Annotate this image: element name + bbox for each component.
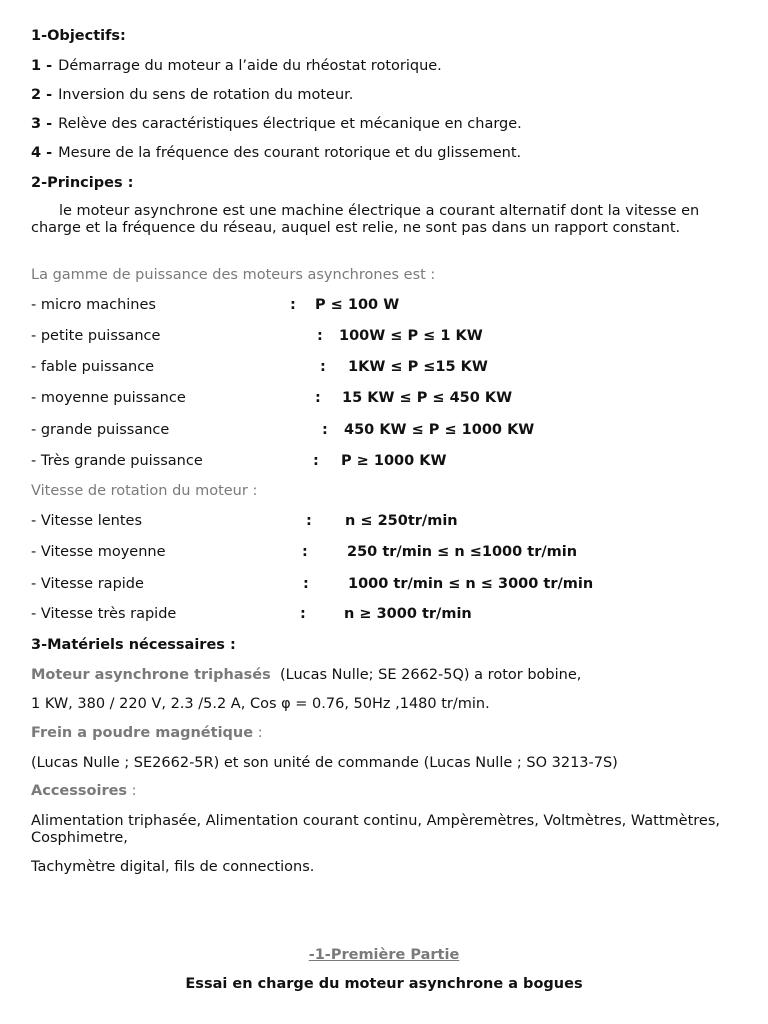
- accessoires-text: Alimentation triphasée, Alimentation courant continu, Ampèremètres, Voltmètres, Wattmètres, Cosphimetre,: [31, 813, 720, 846]
- vitesse-value: n ≥ 3000 tr/min: [344, 606, 472, 622]
- principes-paragraph: le moteur asynchrone est une machine électrique a courant alternatif dont la vitesse en charge et la fréquence du réseau, auquel est relie, ne sont pas dans un rapport constant.: [31, 203, 700, 236]
- colon: :: [317, 328, 323, 344]
- objectif-text: Mesure de la fréquence des courant rotorique et du glissement.: [58, 145, 522, 161]
- materiels-heading: 3-Matériels nécessaires :: [31, 637, 236, 653]
- puissance-value: P ≥ 1000 KW: [341, 453, 447, 469]
- vitesse-row: [31, 544, 731, 564]
- frein-title: Frein a poudre magnétique: [31, 725, 254, 741]
- puissance-value: P ≤ 100 W: [315, 297, 400, 313]
- vitesse-label: - Vitesse lentes: [31, 513, 143, 529]
- puissance-intro: La gamme de puissance des moteurs asynchrones est :: [31, 267, 436, 283]
- puissance-row: [31, 390, 731, 410]
- colon: :: [315, 390, 321, 406]
- puissance-row: [31, 453, 731, 473]
- objectif-item: [31, 116, 522, 132]
- vitesse-value: 250 tr/min ≤ n ≤1000 tr/min: [347, 544, 578, 560]
- colon: :: [320, 359, 326, 375]
- colon: :: [302, 544, 308, 560]
- puissance-label: - petite puissance: [31, 328, 161, 344]
- puissance-label: - grande puissance: [31, 422, 170, 438]
- puissance-row: [31, 422, 731, 442]
- objectif-item: [31, 58, 442, 74]
- partie-subtitle: Essai en charge du moteur asynchrone a bogues: [185, 976, 583, 992]
- objectif-text: Relève des caractéristiques électrique et mécanique en charge.: [58, 116, 522, 132]
- vitesse-row: [31, 513, 731, 533]
- vitesse-intro: Vitesse de rotation du moteur :: [31, 483, 258, 499]
- partie-title-text: -1-Première Partie: [308, 947, 460, 963]
- puissance-row: [31, 328, 731, 348]
- puissance-row: [31, 297, 731, 317]
- moteur-text: (Lucas Nulle; SE 2662-5Q) a rotor bobine,: [279, 667, 582, 683]
- colon: :: [306, 513, 312, 529]
- puissance-label: - fable puissance: [31, 359, 155, 375]
- puissance-row: [31, 359, 731, 379]
- moteur-title: Moteur asynchrone triphasés: [31, 667, 271, 683]
- puissance-label: - moyenne puissance: [31, 390, 186, 406]
- vitesse-row: [31, 576, 731, 596]
- objectif-text: Inversion du sens de rotation du moteur.: [58, 87, 354, 103]
- objectif-item: [31, 87, 353, 103]
- vitesse-value: n ≤ 250tr/min: [345, 513, 458, 529]
- colon: :: [322, 422, 328, 438]
- vitesse-label: - Vitesse moyenne: [31, 544, 166, 560]
- colon: :: [303, 576, 309, 592]
- objectif-item: [31, 145, 521, 161]
- puissance-label: - Très grande puissance: [31, 453, 203, 469]
- objectif-number: 4 -: [31, 145, 53, 161]
- objectif-text: Démarrage du moteur a l’aide du rhéostat rotorique.: [58, 58, 442, 74]
- puissance-label: - micro machines: [31, 297, 156, 313]
- colon: :: [290, 297, 296, 313]
- vitesse-value: 1000 tr/min ≤ n ≤ 3000 tr/min: [348, 576, 594, 592]
- objectif-number: 3 -: [31, 116, 53, 132]
- vitesse-label: - Vitesse très rapide: [31, 606, 177, 622]
- objectif-number: 2 -: [31, 87, 53, 103]
- puissance-value: 1KW ≤ P ≤15 KW: [348, 359, 488, 375]
- puissance-value: 100W ≤ P ≤ 1 KW: [339, 328, 483, 344]
- frein-text: (Lucas Nulle ; SE2662-5R) et son unité de commande (Lucas Nulle ; SO 3213-7S): [31, 755, 618, 771]
- moteur-line: [31, 667, 581, 683]
- vitesse-row: [31, 606, 731, 626]
- accessoires-line: [31, 783, 137, 799]
- accessoires-text-2: Tachymètre digital, fils de connections.: [31, 859, 315, 875]
- colon: :: [300, 606, 306, 622]
- accessoires-colon: :: [131, 783, 137, 799]
- objectif-number: 1 -: [31, 58, 53, 74]
- puissance-value: 450 KW ≤ P ≤ 1000 KW: [344, 422, 535, 438]
- objectifs-heading: 1-Objectifs:: [31, 28, 126, 44]
- colon: :: [313, 453, 319, 469]
- puissance-value: 15 KW ≤ P ≤ 450 KW: [342, 390, 513, 406]
- moteur-specs: 1 KW, 380 / 220 V, 2.3 /5.2 A, Cos φ = 0.76, 50Hz ,1480 tr/min.: [31, 696, 490, 712]
- partie-title: [0, 947, 768, 963]
- frein-colon: :: [257, 725, 263, 741]
- principes-heading: 2-Principes :: [31, 175, 134, 191]
- frein-line: [31, 725, 263, 741]
- accessoires-title: Accessoires: [31, 783, 128, 799]
- vitesse-label: - Vitesse rapide: [31, 576, 144, 592]
